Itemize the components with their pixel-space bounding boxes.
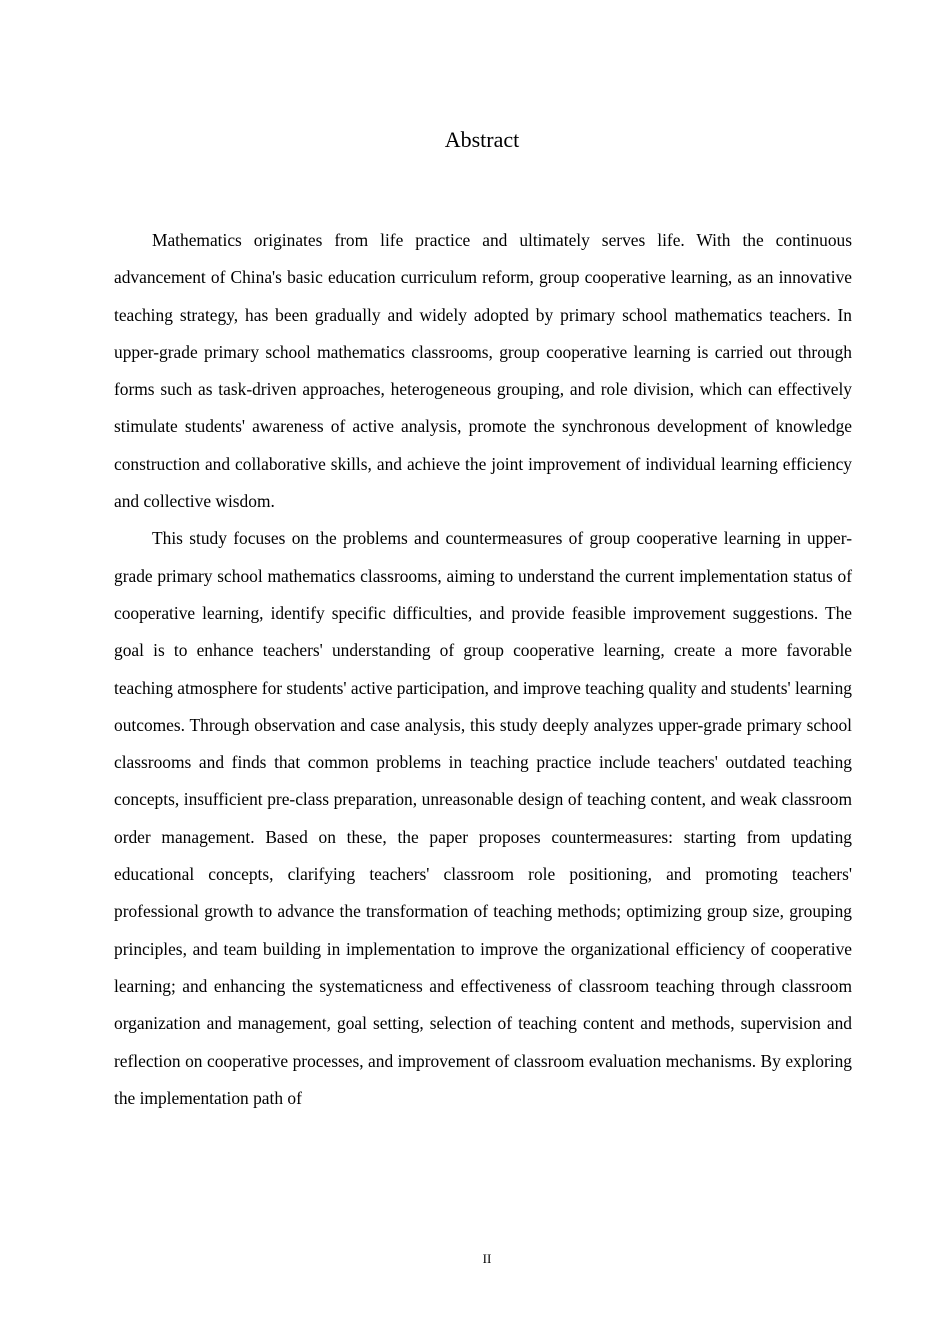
page-title: Abstract (444, 127, 520, 152)
page-number: II (482, 1251, 492, 1266)
abstract-paragraph-1: Mathematics originates from life practice and ultimately serves life. With the continuous advancement of China's basic education curriculum reform, group cooperative learning, as an innovative teaching strategy, has been gradually and widely adopted by primary school mathematics teachers. In upper-grade primary school mathematics classrooms, group cooperative learning is carried out through forms such as task-driven approaches, heterogeneous grouping, and role division, which can effectively stimulate students' awareness of active analysis, promote the synchronous development of knowledge construction and collaborative skills, and achieve the joint improvement of individual learning efficiency and collective wisdom. (114, 230, 852, 512)
abstract-body (114, 222, 852, 1117)
abstract-paragraph-2: This study focuses on the problems and countermeasures of group cooperative learning in upper-grade primary school mathematics classrooms, aiming to understand the current implementation status of cooperative learning, identify specific difficulties, and provide feasible improvement suggestions. The goal is to enhance teachers' understanding of group cooperative learning, create a more favorable teaching atmosphere for students' active participation, and improve teaching quality and students' learning outcomes. Through observation and case analysis, this study deeply analyzes upper-grade primary school classrooms and finds that common problems in teaching practice include teachers' outdated teaching concepts, insufficient pre-class preparation, unreasonable design of teaching content, and weak classroom order management. Based on these, the paper proposes countermeasures: starting from updating educational concepts, clarifying teachers' classroom role positioning, and promoting teachers' professional growth to advance the transformation of teaching methods; optimizing group size, grouping principles, and team building in implementation to improve the organizational efficiency of cooperative learning; and enhancing the systematicness and effectiveness of classroom teaching through classroom organization and management, goal setting, selection of teaching content and methods, supervision and reflection on cooperative processes, and improvement of classroom evaluation mechanisms. By exploring the implementation path of (114, 528, 852, 1108)
